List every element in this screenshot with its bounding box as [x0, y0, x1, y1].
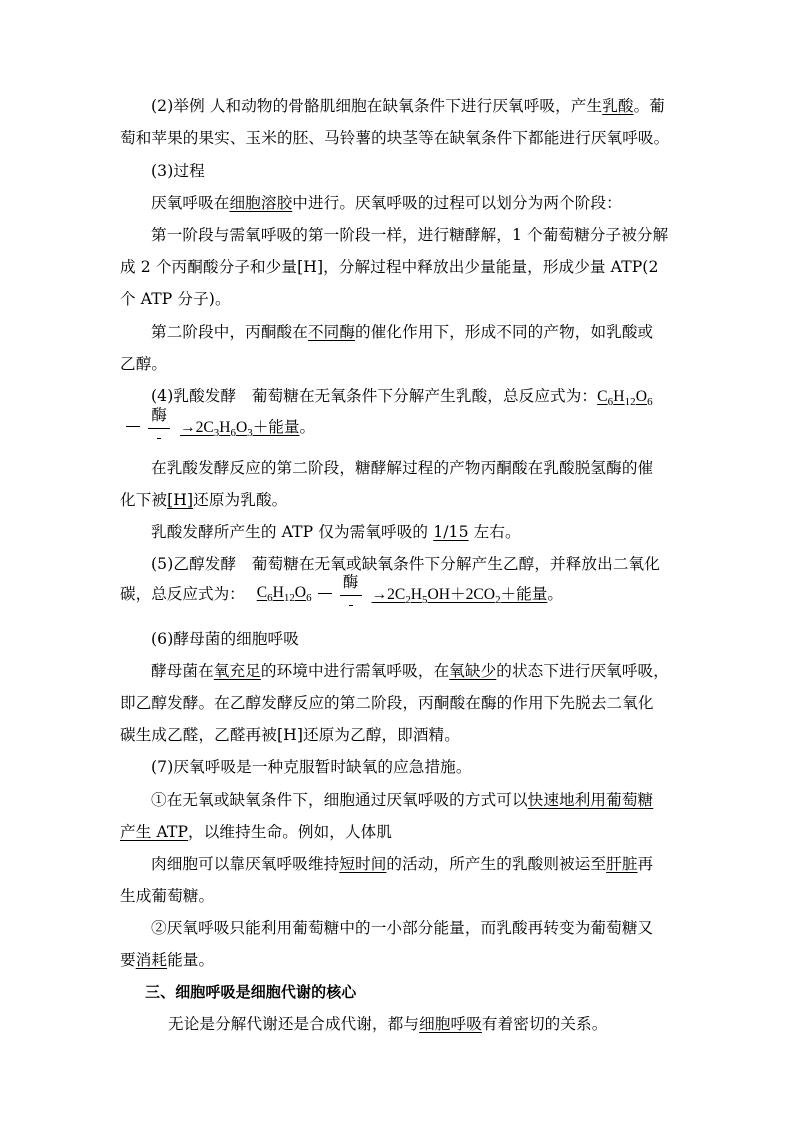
text: 有着密切的关系。: [481, 1015, 608, 1033]
text: 左右。: [468, 523, 521, 541]
paragraph-stage2-line1: [151, 322, 653, 342]
underlined-term: 不同酶: [307, 323, 356, 341]
heading-yeast: (6)酵母菌的细胞呼吸: [151, 630, 299, 648]
paragraph-location: [151, 193, 622, 213]
text: 要: [120, 951, 136, 969]
underlined-term: 产生 ATP: [120, 823, 189, 841]
section-heading: 三、细胞呼吸是细胞代谢的核心: [145, 983, 357, 1001]
enzyme-condition: [144, 406, 174, 446]
equation-reactant: $C_6H_{12}O_6$: [256, 584, 312, 604]
text: 的活动，所产生的乳酸则被运至: [386, 855, 607, 873]
text: 化下被: [120, 491, 168, 509]
text: 。葡: [633, 97, 665, 115]
paragraph-point1-line3: [151, 854, 653, 874]
text: 再: [637, 855, 654, 873]
text: 中进行。厌氧呼吸的过程可以划分为两个阶段：: [292, 194, 622, 212]
underlined-term: 氧充足: [213, 662, 261, 680]
paragraph-point1-line1: [151, 790, 653, 810]
underlined-term: 氧缺少: [449, 662, 497, 680]
enzyme-label: 酶: [342, 573, 359, 591]
text: 第二阶段中，丙酮酸在: [151, 323, 308, 341]
equation-lactic-row: [120, 406, 315, 456]
paragraph-atp-yield: [151, 522, 521, 542]
text: 无论是分解代谢还是合成代谢，都与: [168, 1015, 420, 1033]
equation-product: $\to 2C_2H_5OH+2CO_2+$能量: [371, 586, 548, 606]
text: 乳酸发酵所产生的 ATP 仅为需氧呼吸的: [151, 523, 434, 541]
text: 肉细胞可以靠厌氧呼吸维持: [151, 855, 340, 873]
text: ①在无氧或缺氧条件下，细胞通过厌氧呼吸的方式可以: [151, 791, 528, 809]
text: ，以维持生命。例如，人体肌: [188, 823, 393, 841]
paragraph-yeast-line3: 碳生成乙醛，乙醛再被[H]还原为乙醇，即酒精。: [120, 726, 460, 744]
equation-reactant: $C_6H_{12}O_6$: [597, 388, 653, 408]
paragraph-stage2-line2: 乙醇。: [120, 355, 168, 373]
text: 碳，总反应式为：: [120, 585, 245, 603]
text: 酵母菌在: [151, 662, 214, 680]
underlined-term: 细胞呼吸: [419, 1015, 482, 1033]
text: 的环境中进行需氧呼吸，在: [260, 662, 450, 680]
paragraph-point1-line2: [120, 822, 392, 842]
paragraph-lactic-line1: [151, 386, 653, 407]
paragraph-stage1-line1: 第一阶段与需氧呼吸的第一阶段一样，进行糖酵解，1 个葡萄糖分子被分解: [151, 226, 669, 244]
underlined-term: 消耗: [135, 951, 168, 969]
underlined-term: 1/15: [433, 523, 469, 541]
text: 厌氧呼吸在: [151, 194, 230, 212]
text: (2)举例 人和动物的骨骼肌细胞在缺氧条件下进行厌氧呼吸，产生: [151, 97, 603, 115]
paragraph-point2-line1: ②厌氧呼吸只能利用葡萄糖中的一小部分能量，而乳酸再转变为葡萄糖又: [151, 919, 654, 937]
paragraph-example-line1: [151, 96, 665, 116]
text: 。: [299, 418, 316, 436]
heading-emergency: (7)厌氧呼吸是一种克服暂时缺氧的应急措施。: [151, 758, 472, 776]
text: 的状态下进行厌氧呼吸，: [496, 662, 669, 680]
equation-dash: [126, 426, 140, 427]
text: 能量。: [167, 951, 215, 969]
paragraph-stage1-line2: 成 2 个丙酮酸分子和少量[H]，分解过程中释放出少量能量，形成少量 ATP(2: [120, 258, 659, 276]
text: (4)乳酸发酵 葡萄糖在无氧条件下分解产生乳酸，总反应式为：: [151, 387, 598, 405]
paragraph-stage1-line3: 个 ATP 分子)。: [120, 290, 231, 308]
paragraph-lactic-stage2-line1: 在乳酸发酵反应的第二阶段，糖酵解过程的产物丙酮酸在乳酸脱氢酶的催: [151, 459, 654, 477]
underlined-term: 肝脏: [606, 855, 638, 873]
paragraph-yeast-line2: 即乙醇发酵。在乙醇发酵反应的第二阶段，丙酮酸在酶的作用下先脱去二氧化: [120, 694, 654, 712]
underlined-term: 快速地利用葡萄糖: [527, 791, 654, 809]
enzyme-label: 酶: [151, 406, 167, 424]
equation-product: $\to 2C_3H_6O_3+$能量: [180, 419, 300, 439]
paragraph-ethanol-line1: (5)乙醇发酵 葡萄糖在无氧或缺氧条件下分解产生乙醇，并释放出二氧化: [151, 555, 660, 573]
paragraph-point1-line4: 生成葡萄糖。: [120, 887, 215, 905]
text: 还原为乳酸。: [193, 491, 288, 509]
underlined-term: [H]: [167, 491, 194, 509]
paragraph-lactic-stage2-line2: [120, 490, 287, 510]
underlined-term: 短时间: [339, 855, 387, 873]
paragraph-example-line2: 萄和苹果的果实、玉米的胚、马铃薯的块茎等在缺氧条件下都能进行厌氧呼吸。: [120, 129, 670, 147]
text: 的催化作用下，形成不同的产物，如乳酸或: [355, 323, 654, 341]
enzyme-condition: [336, 573, 366, 613]
paragraph-core: [168, 1014, 607, 1034]
underlined-term: 乳酸: [602, 97, 634, 115]
text: 。: [547, 585, 563, 603]
underlined-term: 细胞溶胶: [229, 194, 293, 212]
heading-process: (3)过程: [151, 162, 205, 180]
paragraph-point2-line2: [120, 950, 214, 970]
paragraph-yeast-line1: [151, 661, 669, 681]
equation-dash: [318, 593, 332, 594]
equation-ethanol-row: [120, 573, 563, 623]
